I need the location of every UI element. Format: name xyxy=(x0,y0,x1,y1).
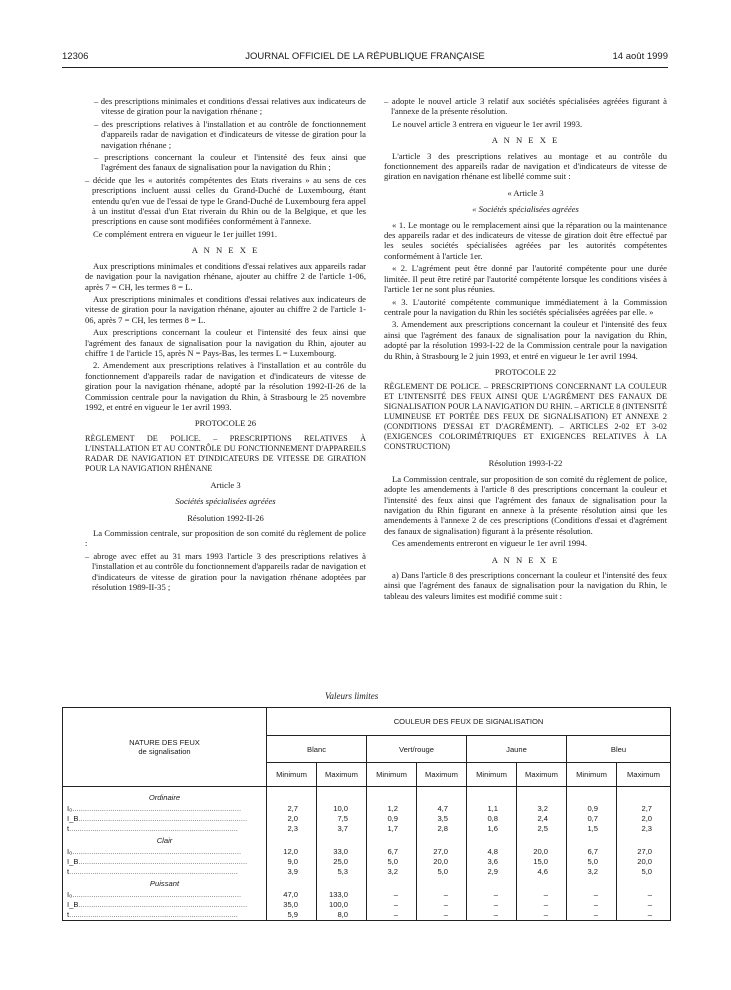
row-symbol xyxy=(63,814,266,824)
value-cell: – xyxy=(647,890,653,899)
value-cell: – xyxy=(543,890,548,899)
leader-dots: ................................................................................ xyxy=(69,867,238,876)
left-column xyxy=(85,96,366,594)
row-symbol xyxy=(63,824,266,834)
leader-dots: ................................................................................ xyxy=(69,824,238,833)
group-spacer xyxy=(567,791,616,804)
leader-dots: ................................................................................ xyxy=(69,910,238,919)
row-symbol xyxy=(63,910,266,920)
value-cell: 3,2 xyxy=(587,867,598,876)
paragraph: A N N E X E xyxy=(491,135,560,146)
paragraph: « Sociétés spécialisées agréées xyxy=(472,204,579,215)
value-column xyxy=(617,787,671,921)
row-symbol xyxy=(63,890,266,900)
row-symbol xyxy=(63,867,266,877)
leader-dots: ................................................................................ xyxy=(72,847,242,856)
value-cell: 5,3 xyxy=(337,867,348,876)
sub-header: Minimum xyxy=(567,763,617,787)
paragraph: – des prescriptions minimales et conditions d'essai relatives aux indicateurs de vitesse de giration pour la navigation rhénane ; xyxy=(94,96,366,117)
value-column xyxy=(467,787,517,921)
value-cell: 2,9 xyxy=(487,867,498,876)
value-cell: – xyxy=(493,890,498,899)
paragraph: Article 3 xyxy=(210,479,241,490)
leader-dots: ................................................................................ xyxy=(78,814,248,823)
row-symbol xyxy=(63,804,266,814)
value-cell: 100,0 xyxy=(328,900,348,909)
color-header: Blanc xyxy=(267,736,367,763)
paragraph: La Commission centrale, sur proposition de son comité du règlement de police, adopte les amendements à l'article 8 des prescriptions concernant la couleur et l'intensité des feux ainsi que l'agrément des fanaux de signalisation pour la navigation du Rhin figurant en annexe à la présente résolution ainsi que les amendements à l'annexe 2 de ces prescriptions (Conditions d'essai et d'agrément des fanaux de signalisation) figurant à la présente résolution. xyxy=(384,473,667,536)
issue-date: 14 août 1999 xyxy=(612,51,668,62)
row-header-line-2: de signalisation xyxy=(138,747,191,756)
leader-dots: ................................................................................ xyxy=(72,890,242,899)
paragraph: PROTOCOLE 26 xyxy=(194,418,257,429)
limits-table-wrap xyxy=(62,707,670,951)
paragraph: « 3. L'autorité compétente communique immédiatement à la Commission centrale pour la navigation du Rhin les sociétés spécialisées agréées par elle. » xyxy=(384,296,667,317)
value-cell: 2,5 xyxy=(537,824,548,833)
sub-header: Maximum xyxy=(517,763,567,787)
value-cell: 10,0 xyxy=(333,804,348,813)
value-cell: 2,0 xyxy=(287,814,298,823)
header-rule xyxy=(62,67,668,68)
row-symbol xyxy=(63,847,266,857)
symbol-text: I_B xyxy=(67,900,79,909)
group-spacer xyxy=(317,877,366,890)
value-cell: 2,7 xyxy=(641,804,653,813)
value-cell: 2,7 xyxy=(287,804,298,813)
group-spacer xyxy=(467,877,516,890)
value-cell: 1,1 xyxy=(487,804,498,813)
paragraph: – abroge avec effet au 31 mars 1993 l'article 3 des prescriptions relatives à l'installation et au contrôle du fonctionnement d'appareils radar de navigation et d'indicateurs de vitesse de giration pour la navigation rhénane adoptées par résolution 1989-II-35 ; xyxy=(85,550,366,593)
group-spacer xyxy=(617,834,670,847)
value-cell: – xyxy=(393,900,398,909)
value-cell: 12,0 xyxy=(283,847,298,856)
paragraph: Aux prescriptions concernant la couleur et l'intensité des feux ainsi que l'agrément des fanaux de signalisation pour la navigation du Rhin, ajouter au chiffre 1 de l'article 15, après N = Pays-Bas, les termes L = Luxembourg. xyxy=(85,327,366,358)
value-cell: 27,0 xyxy=(637,847,653,856)
color-header: Jaune xyxy=(467,736,567,763)
group-spacer xyxy=(417,791,466,804)
row-header-cell xyxy=(63,708,267,787)
value-cell: – xyxy=(493,900,498,909)
limits-table xyxy=(62,707,671,921)
group-spacer xyxy=(417,877,466,890)
value-cell: 3,7 xyxy=(337,824,348,833)
value-cell: 9,0 xyxy=(287,857,298,866)
value-cell: 3,5 xyxy=(437,814,448,823)
value-cell: – xyxy=(543,900,548,909)
value-cell: 20,0 xyxy=(433,857,448,866)
symbol-text: I₀ xyxy=(67,804,73,813)
value-column xyxy=(517,787,567,921)
paragraph: Aux prescriptions minimales et conditions d'essai relatives aux indicateurs de vitesse de giration pour la navigation rhénane, ajouter au chiffre 2 de l'article 1-06, après 7 = CH, les termes 8 = L. xyxy=(85,293,366,325)
value-cell: – xyxy=(493,910,498,919)
color-header: Vert/rouge xyxy=(367,736,467,763)
label-column xyxy=(63,787,267,921)
value-cell: 20,0 xyxy=(637,857,653,866)
value-cell: – xyxy=(443,910,448,919)
value-cell: 2,8 xyxy=(437,824,448,833)
sub-header: Maximum xyxy=(617,763,671,787)
row-symbol xyxy=(63,857,266,867)
group-spacer xyxy=(267,834,316,847)
value-cell: 0,9 xyxy=(587,804,598,813)
value-cell: 1,2 xyxy=(387,804,398,813)
value-cell: – xyxy=(593,890,598,899)
value-cell: 4,8 xyxy=(487,847,498,856)
value-cell: 35,0 xyxy=(283,900,298,909)
value-column xyxy=(567,787,617,921)
leader-dots: ................................................................................ xyxy=(72,804,242,813)
row-header-line-1: NATURE DES FEUX xyxy=(129,738,200,747)
value-cell: 0,7 xyxy=(587,814,598,823)
value-cell: 5,0 xyxy=(641,867,653,876)
value-column xyxy=(317,787,367,921)
paragraph: A N N E X E xyxy=(491,554,560,565)
group-spacer xyxy=(367,834,416,847)
group-spacer xyxy=(617,877,670,890)
value-cell: 133,0 xyxy=(328,890,348,899)
group-label: Puissant xyxy=(149,879,180,888)
value-cell: 5,0 xyxy=(437,867,448,876)
group-spacer xyxy=(517,791,566,804)
value-cell: 25,0 xyxy=(333,857,348,866)
group-label: Ordinaire xyxy=(148,793,181,802)
group-spacer xyxy=(367,791,416,804)
value-column xyxy=(417,787,467,921)
sub-header: Minimum xyxy=(467,763,517,787)
group-spacer xyxy=(617,791,670,804)
value-cell: 3,6 xyxy=(487,857,498,866)
symbol-text: I₀ xyxy=(67,890,73,899)
page-header xyxy=(62,51,668,65)
paragraph: « 1. Le montage ou le remplacement ainsi que la réparation ou la maintenance des appareils radar et des indicateurs de vitesse de giration doit être effectué par les seules sociétés spécialisées agréées par les autorités compétentes conformément à l'article 1er. xyxy=(384,219,667,261)
paragraph: L'article 3 des prescriptions relatives au montage et au contrôle du fonctionnement des appareils radar de navigation et d'indicateurs de vitesse de giration en navigation rhénane est libellé comme suit : xyxy=(384,150,667,182)
sub-header: Minimum xyxy=(267,763,317,787)
paragraph: « Article 3 xyxy=(507,187,544,198)
value-cell: – xyxy=(593,900,598,909)
right-column xyxy=(384,96,667,603)
paragraph: Sociétés spécialisées agréées xyxy=(175,496,276,507)
value-cell: – xyxy=(543,910,548,919)
paragraph: Ces amendements entreront en vigueur le 1er avril 1994. xyxy=(392,538,587,549)
group-spacer xyxy=(567,834,616,847)
symbol-text: I₀ xyxy=(67,847,73,856)
group-spacer xyxy=(267,791,316,804)
symbol-text: I_B xyxy=(67,857,79,866)
table-title: COULEUR DES FEUX DE SIGNALISATION xyxy=(267,708,671,736)
paragraph: PROTOCOLE 22 xyxy=(494,366,557,377)
group-label: Clair xyxy=(156,836,173,845)
value-cell: 8,0 xyxy=(337,910,348,919)
value-cell: 33,0 xyxy=(333,847,348,856)
leader-dots: ................................................................................ xyxy=(78,900,248,909)
value-cell: 2,3 xyxy=(641,824,653,833)
value-cell: 20,0 xyxy=(533,847,548,856)
paragraph: a) Dans l'article 8 des prescriptions concernant la couleur et l'intensité des feux ainsi que l'agrément des fanaux de signalisation pour la navigation du Rhin, le tableau des valeurs limites est modifié comme suit : xyxy=(384,570,667,601)
paragraph: Résolution 1993-I-22 xyxy=(488,458,563,469)
value-cell: 2,3 xyxy=(287,824,298,833)
value-cell: – xyxy=(393,890,398,899)
group-spacer xyxy=(467,834,516,847)
value-cell: – xyxy=(443,890,448,899)
paragraph: « 2. L'agrément peut être donné par l'autorité compétente pour une durée limitée. Il peut être retiré par l'autorité compétente lorsque les conditions visées à l'article 1er ne sont plus réunies. xyxy=(384,263,667,295)
value-cell: 0,9 xyxy=(387,814,398,823)
paragraph: – des prescriptions relatives à l'installation et au contrôle de fonctionnement d'appareils radar de navigation et d'indicateurs de vitesse de giration pour la navigation rhénane ; xyxy=(94,118,366,150)
value-cell: – xyxy=(443,900,448,909)
value-cell: 3,9 xyxy=(287,867,298,876)
value-cell: 27,0 xyxy=(433,847,448,856)
value-cell: 0,8 xyxy=(487,814,498,823)
value-cell: 3,2 xyxy=(537,804,548,813)
paragraph: Résolution 1992-II-26 xyxy=(187,512,264,523)
value-cell: 6,7 xyxy=(387,847,398,856)
value-cell: 47,0 xyxy=(283,890,298,899)
value-cell: 1,6 xyxy=(487,824,498,833)
row-symbol xyxy=(63,900,266,910)
paragraph: 3. Amendement aux prescriptions concernant la couleur et l'intensité des feux ainsi que l'agrément des fanaux de signalisation pour la navigation du Rhin, adopté par la résolution 1993-I-22 de la Commission centrale pour la navigation du Rhin, à Strasbourg le 2 juin 1993, et entré en vigueur le 1er avril 1994. xyxy=(384,319,667,361)
value-cell: 5,0 xyxy=(387,857,398,866)
value-cell: 1,5 xyxy=(587,824,598,833)
value-cell: 6,7 xyxy=(587,847,598,856)
value-cell: 15,0 xyxy=(533,857,548,866)
page-number: 12306 xyxy=(62,51,89,62)
group-spacer xyxy=(267,877,316,890)
table-caption: Valeurs limites xyxy=(325,691,379,701)
paragraph: Aux prescriptions minimales et conditions d'essai relatives aux appareils radar de navigation pour la navigation rhénane, ajouter au chiffre 2 de l'article 1-06, après 7 = CH, les termes 8 = L. xyxy=(85,260,366,292)
symbol-text: t xyxy=(67,910,70,919)
paragraph: – adopte le nouvel article 3 relatif aux sociétés spécialisées agréées figurant à l'annexe de la présente résolution. xyxy=(384,96,667,117)
group-spacer xyxy=(517,834,566,847)
paragraph: Ce complément entrera en vigueur le 1er juillet 1991. xyxy=(93,228,277,239)
value-cell: 2,4 xyxy=(537,814,548,823)
symbol-text: I_B xyxy=(67,814,79,823)
symbol-text: t xyxy=(67,867,70,876)
paragraph: RÈGLEMENT DE POLICE. – PRESCRIPTIONS CONCERNANT LA COULEUR ET L'INTENSITÉ DES FEUX AINSI QUE L'AGRÉMENT DES FANAUX DE SIGNALISATION POUR LA NAVIGATION DU RHIN. – ARTICLE 8 (INTENSITÉ LUMINEUSE ET PORTÉE DES FEUX DE SIGNALISATION) ET ANNEXE 2 (CONDITIONS D'ESSAI ET D'AGRÉMENT). – ARTICLES 2-02 ET 3-02 (EXIGENCES COLORIMÉTRIQUES ET EXIGENCES RELATIVES À LA CONSTRUCTION) xyxy=(384,382,667,452)
value-cell: 5,0 xyxy=(587,857,598,866)
value-cell: – xyxy=(393,910,398,919)
value-column xyxy=(267,787,317,921)
group-spacer xyxy=(417,834,466,847)
paragraph: A N N E X E xyxy=(191,245,260,256)
value-column xyxy=(367,787,417,921)
value-cell: 4,6 xyxy=(537,867,548,876)
sub-header: Minimum xyxy=(367,763,417,787)
paragraph: RÈGLEMENT DE POLICE. – PRESCRIPTIONS RELATIVES À L'INSTALLATION ET AU CONTRÔLE DU FONCTIONNEMENT D'APPAREILS RADAR DE NAVIGATION ET D'INDICATEURS DE VITESSE DE GIRATION POUR LA NAVIGATION RHÉNANE xyxy=(85,433,366,473)
paragraph: – prescriptions concernant la couleur et l'intensité des feux ainsi que l'agrément des fanaux de signalisation pour la navigation du Rhin ; xyxy=(94,152,366,173)
value-cell: 2,0 xyxy=(641,814,653,823)
value-cell: 1,7 xyxy=(387,824,398,833)
color-header: Bleu xyxy=(567,736,671,763)
value-cell: – xyxy=(647,900,653,909)
value-cell: – xyxy=(593,910,598,919)
sub-header: Maximum xyxy=(317,763,367,787)
value-cell: 4,7 xyxy=(437,804,448,813)
value-cell: 7,5 xyxy=(337,814,348,823)
paragraph: La Commission centrale, sur proposition de son comité du règlement de police : xyxy=(85,528,366,549)
group-spacer xyxy=(367,877,416,890)
value-cell: – xyxy=(647,910,653,919)
value-cell: 3,2 xyxy=(387,867,398,876)
group-spacer xyxy=(517,877,566,890)
paragraph: – décide que les « autorités compétentes des Etats riverains » au sens de ces prescriptions incluent aussi celles du Grand-Duché de Luxembourg, étant entendu qu'en vue de l'essai de type le Grand-Duché de Luxembourg fera appel à un institut d'essai d'un Etat riverain du Rhin ou de la Belgique, et que les prescriptions en cause sont modifiées conformément à l'annexe. xyxy=(85,174,366,227)
group-spacer xyxy=(317,834,366,847)
paragraph: Le nouvel article 3 entrera en vigueur le 1er avril 1993. xyxy=(392,118,583,129)
group-spacer xyxy=(317,791,366,804)
sub-header: Maximum xyxy=(417,763,467,787)
group-spacer xyxy=(567,877,616,890)
journal-title: JOURNAL OFFICIEL DE LA RÉPUBLIQUE FRANÇAISE xyxy=(245,51,485,62)
group-spacer xyxy=(467,791,516,804)
symbol-text: t xyxy=(67,824,70,833)
paragraph: 2. Amendement aux prescriptions relatives à l'installation et au contrôle du fonctionnement d'appareils radar de navigation et d'indicateurs de vitesse de giration pour la navigation rhénane, adopté par la résolution 1992-II-26 de la Commission centrale pour la navigation du Rhin, à Strasbourg le 25 novembre 1992, et entré en vigueur le 1er avril 1993. xyxy=(85,360,366,412)
leader-dots: ................................................................................ xyxy=(78,857,248,866)
value-cell: 5,9 xyxy=(287,910,298,919)
